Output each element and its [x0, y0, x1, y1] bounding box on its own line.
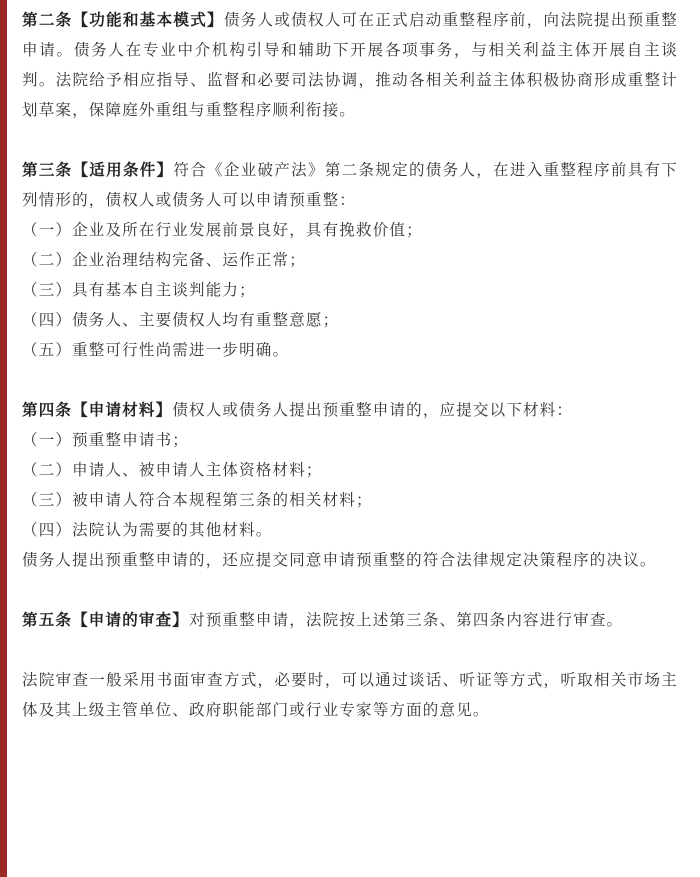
list-item: （三）被申请人符合本规程第三条的相关材料；: [22, 491, 373, 509]
article-2: [22, 5, 678, 125]
article-4-text: 债权人或债务人提出预重整申请的，应提交以下材料：: [172, 401, 574, 419]
document-body: [22, 5, 678, 755]
article-3-heading: 第三条【适用条件】: [22, 161, 174, 179]
list-item: （一）企业及所在行业发展前景良好，具有挽救价值；: [22, 221, 423, 239]
article-4-closing: 债务人提出预重整申请的，还应提交同意申请预重整的符合法律规定决策程序的决议。: [22, 551, 657, 569]
article-5-paragraph: [22, 605, 678, 635]
list-item: （二）申请人、被申请人主体资格材料；: [22, 461, 323, 479]
article-3: [22, 155, 678, 365]
article-4-heading: 第四条【申请材料】: [22, 401, 173, 419]
article-5-text: 对预重整申请，法院按上述第三条、第四条内容进行审查。: [189, 611, 624, 629]
article-2-heading: 第二条【功能和基本模式】: [22, 11, 224, 29]
article-5-followup: [22, 665, 678, 725]
article-2-text: 债务人或债权人可在正式启动重整程序前，向法院提出预重整申请。债务人在专业中介机构引导和辅助下开展各项事务，与相关利益主体开展自主谈判。法院给予相应指导、监督和必要司法协调，推动各相关利益主体积极协商形成重整计划草案，保障庭外重组与重整程序顺利衔接。: [22, 11, 678, 119]
article-3-text: 符合《企业破产法》第二条规定的债务人，在进入重整程序前具有下列情形的，债权人或债务人可以申请预重整：: [22, 161, 678, 209]
list-item: （四）债务人、主要债权人均有重整意愿；: [22, 311, 340, 329]
article-5: [22, 605, 678, 635]
article-2-paragraph: [22, 5, 678, 125]
article-4-paragraph: [22, 395, 678, 425]
list-item: （四）法院认为需要的其他材料。: [22, 521, 273, 539]
article-5-heading: 第五条【申请的审查】: [22, 611, 190, 629]
article-3-paragraph: [22, 155, 678, 215]
left-accent-bar: [0, 0, 7, 877]
article-4: [22, 395, 678, 575]
list-item: （五）重整可行性尚需进一步明确。: [22, 341, 290, 359]
article-5-followup-paragraph: 法院审查一般采用书面审查方式，必要时，可以通过谈话、听证等方式，听取相关市场主体及其上级主管单位、政府职能部门或行业专家等方面的意见。: [22, 671, 678, 719]
list-item: （二）企业治理结构完备、运作正常；: [22, 251, 306, 269]
list-item: （一）预重整申请书；: [22, 431, 190, 449]
list-item: （三）具有基本自主谈判能力；: [22, 281, 256, 299]
